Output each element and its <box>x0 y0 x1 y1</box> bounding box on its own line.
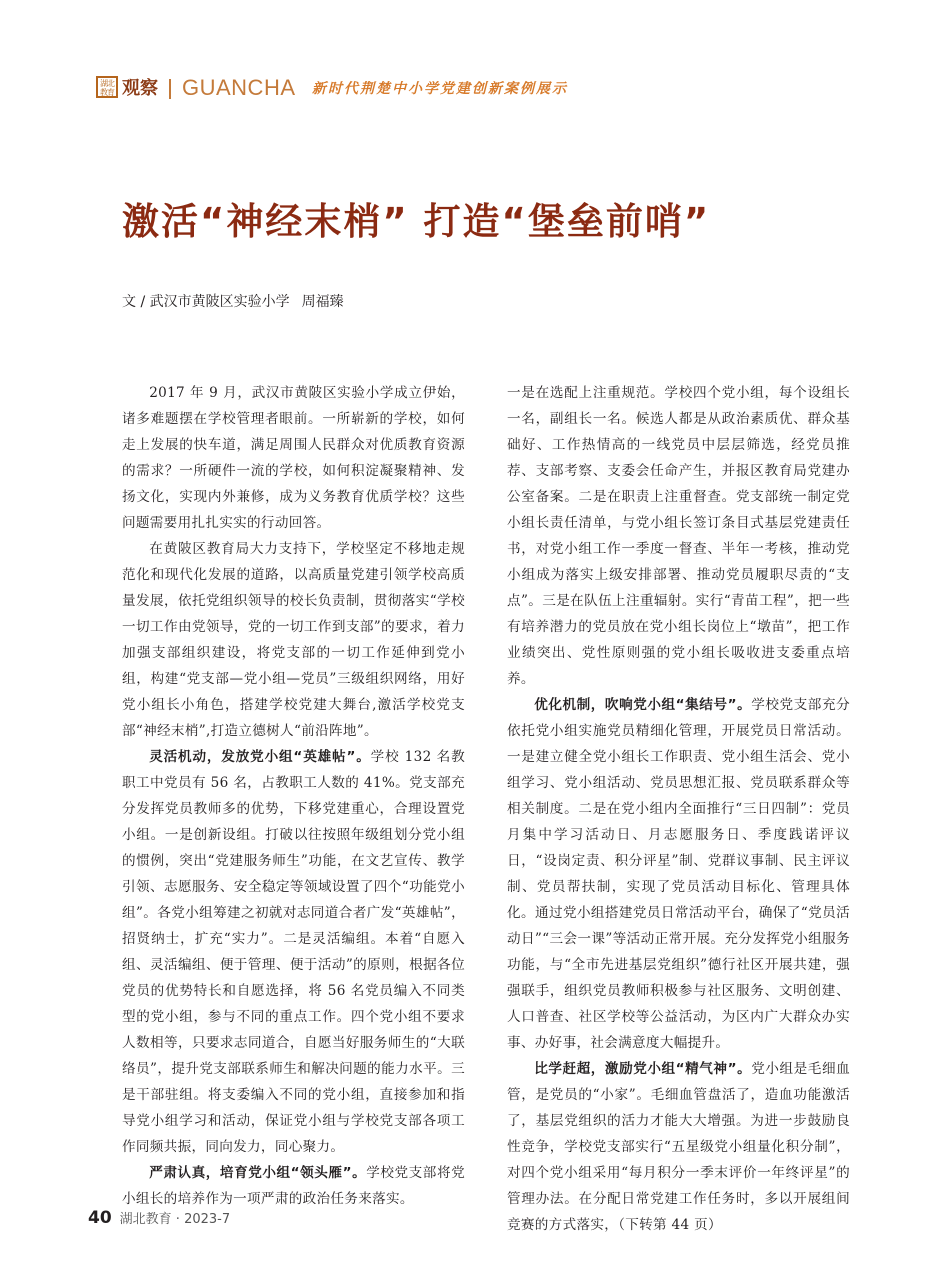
left-column <box>122 380 465 1207</box>
page-footer <box>88 1208 230 1232</box>
right-column <box>507 380 850 1233</box>
paragraph: 一是在选配上注重规范。学校四个党小组，每个设组长一名，副组长一名。候选人都是从政治素质优、群众基础好、工作热情高的一线党员中层层筛选，经党员推荐、支部考察、支委会任命产生，并报区教育局党建办公室备案。二是在职责上注重督查。党支部统一制定党小组长责任清单，与党小组长签订条目式基层党建责任书，对党小组工作一季度一督查、半年一考核，推动党小组成为落实上级安排部署、推动党员履职尽责的“支点”。三是在队伍上注重辐射。实行“青苗工程”，把一些有培养潜力的党员放在党小组长岗位上“墩苗”，把工作业绩突出、党性原则强的党小组长吸收进支委重点培养。 <box>507 385 850 687</box>
paragraph <box>507 1056 850 1238</box>
section-lead: 比学赶超，激励党小组“精气神”。 <box>534 1061 752 1077</box>
page-header <box>96 74 856 104</box>
column-name-english: GUANCHA <box>182 75 296 100</box>
paragraph: 在黄陂区教育局大力支持下，学校坚定不移地走规范化和现代化发展的道路，以高质量党建引领学校高质量发展，依托党组织领导的校长负责制，贯彻落实“学校一切工作由党领导，党的一切工作到支部”的要求，着力加强支部组织建设，将党支部的一切工作延伸到党小组，构建“党支部—党小组—党员”三级组织网络，用好党小组长小角色，搭建学校党建大舞台,激活学校党支部“神经末梢”,打造立德树人“前沿阵地”。 <box>122 541 465 739</box>
article-title: 激活“神经末梢” 打造“堡垒前哨” <box>122 200 711 243</box>
paragraph <box>122 1160 465 1212</box>
paragraph-body: 党小组是毛细血管，是党员的“小家”。毛细血管盘活了，造血功能激活了，基层党组织的活力才能大大增强。为进一步鼓励良性竞争，学校党支部实行“五星级党小组量化积分制”，对四个党小组采用“每月积分一季末评价一年终评星”的管理办法。在分配日常党建工作任务时，多以开展组间竞赛的方式落实，（下转第 44 页） <box>507 1061 850 1233</box>
paragraph <box>507 692 850 1056</box>
journal-logo: 湖北教育 <box>96 76 118 98</box>
series-title: 新时代荆楚中小学党建创新案例展示 <box>312 81 568 97</box>
byline <box>122 292 344 312</box>
paragraph-body: 学校党支部将党小组长的培养作为一项严肃的政治任务来落实。 <box>122 1165 465 1207</box>
column-name: 观察 <box>122 78 158 99</box>
paragraph: 2017 年 9 月，武汉市黄陂区实验小学成立伊始，诸多难题摆在学校管理者眼前。一所崭新的学校，如何走上发展的快车道，满足周围人民群众对优质教育资源的需求？一所硬件一流的学校，如何积淀凝聚精神、发扬文化，实现内外兼修，成为义务教育优质学校？这些问题需要用扎扎实实的行动回答。 <box>122 385 465 531</box>
paragraph-body: 学校 132 名教职工中党员有 56 名，占教职工人数的 41%。党支部充分发挥党员教师多的优势，下移党建重心，合理设置党小组。一是创新设组。打破以往按照年级组划分党小组的惯例，突出“党建服务师生”功能，在文艺宣传、教学引领、志愿服务、安全稳定等领域设置了四个“功能党小组”。各党小组筹建之初就对志同道合者广发“英雄帖”，招贤纳士，扩充“实力”。二是灵活编组。本着“自愿入组、灵活编组、便于管理、便于活动”的原则，根据各位党员的优势特长和自愿选择，将 56 名党员编入不同类型的党小组，参与不同的重点工作。四个党小组不要求人数相等，只要求志同道合，自愿当好服务师生的“大联络员”，提升党支部联系师生和解决问题的能力水平。三是干部驻组。将支委编入不同的党小组，直接参加和指导党小组学习和活动，保证党小组与学校党支部各项工作同频共振，同向发力，同心聚力。 <box>122 749 465 1155</box>
page-number: 40 <box>88 1208 112 1228</box>
byline-affiliation: 文 / 武汉市黄陂区实验小学 <box>122 294 290 310</box>
byline-author: 周福臻 <box>301 294 344 310</box>
section-lead: 优化机制，吹响党小组“集结号”。 <box>534 697 752 713</box>
journal-issue: 湖北教育 · 2023-7 <box>119 1212 231 1227</box>
header-divider <box>169 79 171 99</box>
section-lead: 严肃认真，培育党小组“领头雁”。 <box>149 1165 367 1181</box>
section-lead: 灵活机动，发放党小组“英雄帖”。 <box>149 749 371 765</box>
paragraph-body: 学校党支部充分依托党小组实施党员精细化管理，开展党员日常活动。一是建立健全党小组长工作职责、党小组生活会、党小组学习、党小组活动、党员思想汇报、党员联系群众等相关制度。二是在党小组内全面推行“三日四制”：党员月集中学习活动日、月志愿服务日、季度践诺评议日，“设岗定责、积分评星”制、党群议事制、民主评议制、党员帮扶制，实现了党员活动目标化、管理具体化。通过党小组搭建党员日常活动平台，确保了“党员活动日”“三会一课”等活动正常开展。充分发挥党小组服务功能，与“全市先进基层党组织”德行社区开展共建，强强联手，组织党员教师积极参与社区服务、文明创建、人口普查、社区学校等公益活动，为区内广大群众办实事、办好事，社会满意度大幅提升。 <box>507 697 850 1051</box>
paragraph <box>122 744 465 1160</box>
